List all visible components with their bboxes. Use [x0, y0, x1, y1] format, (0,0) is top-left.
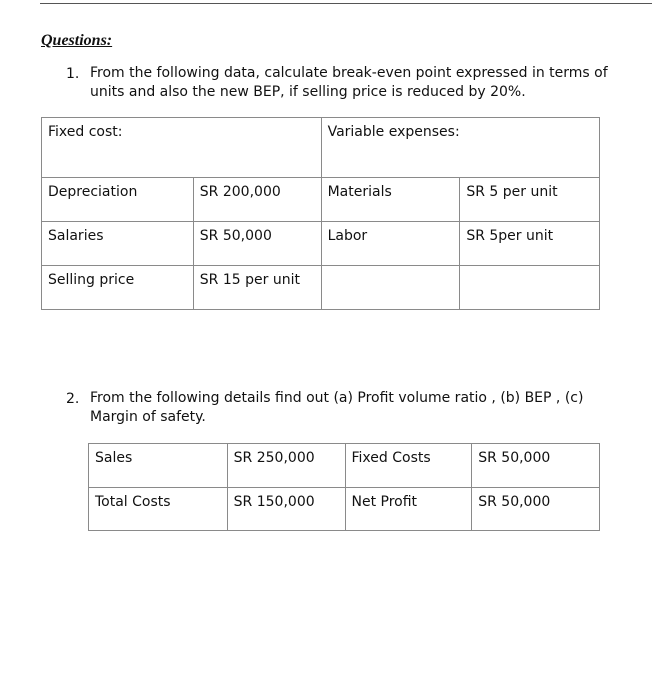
- question-1-table: [41, 117, 600, 310]
- table-cell: SR 50,000: [193, 222, 321, 266]
- question-2-line-1: From the following details find out (a) Profit volume ratio , (b) BEP , (c): [90, 390, 584, 406]
- table-row: [89, 488, 600, 531]
- table-cell: Materials: [321, 178, 460, 222]
- table-header-row: [42, 118, 600, 178]
- question-2-text: [90, 389, 583, 427]
- table-cell: Labor: [321, 222, 460, 266]
- table-cell: SR 50,000: [472, 444, 600, 488]
- questions-heading: Questions:: [41, 32, 113, 49]
- table-cell: SR 5per unit: [460, 222, 600, 266]
- table-cell: Fixed Costs: [345, 444, 472, 488]
- question-2-number: 2.: [66, 391, 80, 407]
- table-cell: SR 15 per unit: [193, 266, 321, 310]
- question-1-line-1: From the following data, calculate break-even point expressed in terms of: [90, 65, 608, 81]
- table-cell: Depreciation: [42, 178, 194, 222]
- table-cell: Net Profit: [345, 488, 472, 531]
- table-cell: Salaries: [42, 222, 194, 266]
- table-cell: Total Costs: [89, 488, 228, 531]
- table-cell: Sales: [89, 444, 228, 488]
- table-cell: [460, 266, 600, 310]
- table-cell: Selling price: [42, 266, 194, 310]
- table-cell: SR 50,000: [472, 488, 600, 531]
- question-1-line-2: units and also the new BEP, if selling price is reduced by 20%.: [90, 84, 526, 100]
- table-row: [42, 222, 600, 266]
- table-cell: SR 250,000: [227, 444, 345, 488]
- table-row: [42, 266, 600, 310]
- fixed-cost-header: Fixed cost:: [42, 118, 322, 178]
- question-2-line-2: Margin of safety.: [90, 409, 206, 425]
- table-cell: [321, 266, 460, 310]
- question-2-table: [88, 443, 600, 531]
- variable-expenses-header: Variable expenses:: [321, 118, 599, 178]
- question-1-text: [90, 64, 608, 102]
- table-cell: SR 200,000: [193, 178, 321, 222]
- table-cell: SR 5 per unit: [460, 178, 600, 222]
- table-cell: SR 150,000: [227, 488, 345, 531]
- table-row: [89, 444, 600, 488]
- table-row: [42, 178, 600, 222]
- question-1-number: 1.: [66, 66, 80, 82]
- top-divider: [40, 3, 652, 4]
